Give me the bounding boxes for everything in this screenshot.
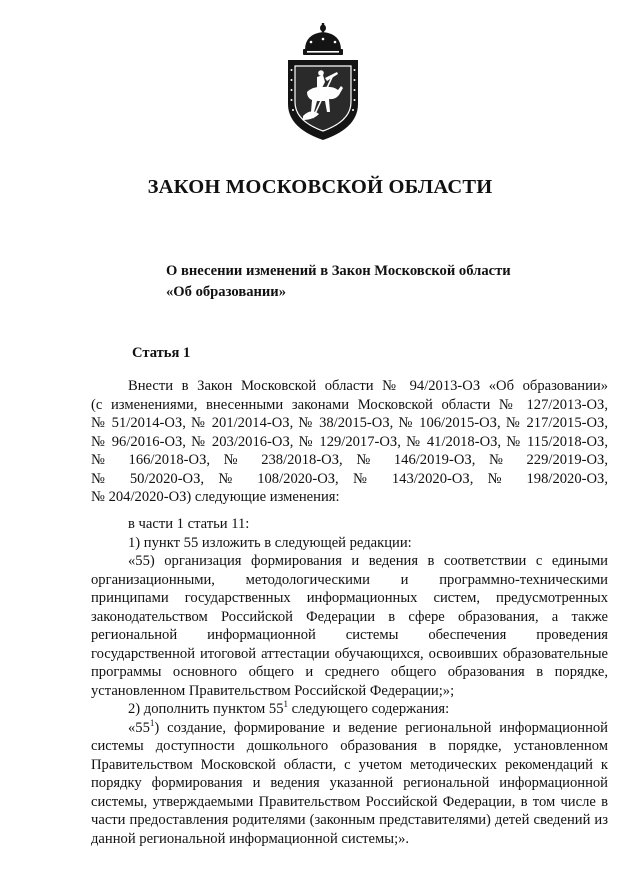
intro-line: № 204/2020-ОЗ) следующие изменения: xyxy=(91,489,340,505)
item-2-text xyxy=(91,719,608,849)
intro-line: № 50/2020-ОЗ, № 108/2020-ОЗ, № 143/2020-ОЗ, № 198/2020-ОЗ, xyxy=(91,470,608,487)
crown-icon xyxy=(303,23,343,55)
law-subject xyxy=(166,261,511,303)
article-heading: Статья 1 xyxy=(132,345,191,361)
item-2-heading xyxy=(91,700,608,719)
article-changes xyxy=(91,515,608,848)
part-reference: в части 1 статьи 11: xyxy=(128,516,250,532)
item-2-quote-sup: 1 xyxy=(149,717,155,728)
intro-line: № 96/2016-ОЗ, № 203/2016-ОЗ, № 129/2017-ОЗ, № 41/2018-ОЗ, № 115/2018-ОЗ, xyxy=(91,433,608,450)
intro-line: (с изменениями, внесенными законами Московской области № 127/2013-ОЗ, xyxy=(91,396,608,413)
item-2-sup: 1 xyxy=(283,699,289,710)
item-2-quote-prefix: «55 xyxy=(128,719,150,736)
item-2-suffix: следующего содержания: xyxy=(288,701,450,717)
item-2-prefix: 2) дополнить пунктом 55 xyxy=(128,701,284,717)
subject-line: «Об образовании» xyxy=(166,284,287,300)
item-2-body: ) создание, формирование и ведение региональной информационной системы доступности дошкольного образования в порядке, установленном Правительством Московской области, с учетом методических рекомендаций к порядку формирования и ведения указанной региональной информационной системы, утверждаемыми Правительством Российской Федерации, в том числе в части предоставления родителями (законным представителями) детей сведений из данной региональной информационной системы;». xyxy=(91,719,608,847)
coat-of-arms-emblem xyxy=(283,20,363,142)
item-1-text: «55) организация формирования и ведения в соответствии с едиными организационными, методологическими и программно-техническими принципами государственных информационных систем, предусмотренных законодательством Российской Федерации в сфере образования, а также региональной информационной системы обеспечения проведения государственной итоговой аттестации обучающихся, освоивших образовательные программы основного общего и среднего общего образования в порядке, установленном Правительством Российской Федерации;»; xyxy=(91,553,608,699)
subject-line: О внесении изменений в Закон Московской области xyxy=(166,263,511,279)
intro-line: № 51/2014-ОЗ, № 201/2014-ОЗ, № 38/2015-ОЗ, № 106/2015-ОЗ, № 217/2015-ОЗ, xyxy=(91,415,608,431)
intro-line: Внести в Закон Московской области № 94/2013-ОЗ «Об образовании» xyxy=(128,378,608,394)
article-intro xyxy=(91,377,608,507)
intro-line: № 166/2018-ОЗ, № 238/2018-ОЗ, № 146/2019-ОЗ, № 229/2019-ОЗ, xyxy=(91,452,608,468)
item-1-heading: 1) пункт 55 изложить в следующей редакции: xyxy=(128,534,412,551)
document-title: ЗАКОН МОСКОВСКОЙ ОБЛАСТИ xyxy=(147,176,493,198)
